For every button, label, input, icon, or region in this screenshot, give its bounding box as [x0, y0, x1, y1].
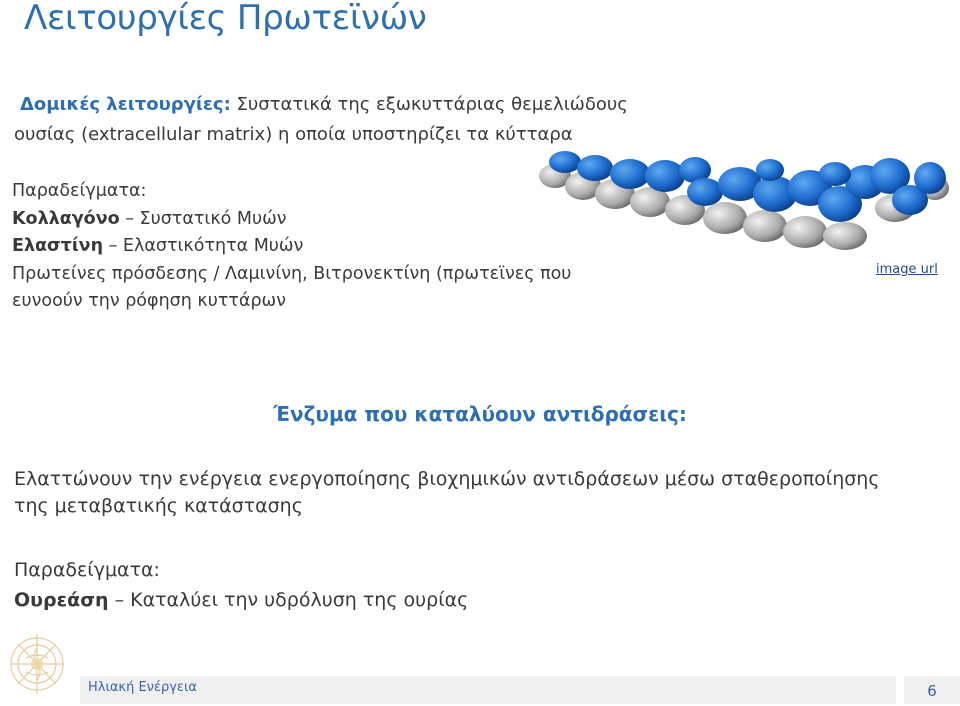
structural-line-2: ουσίας (extracellular matrix) η οποία υποστηρίζει τα κύτταρα — [14, 124, 573, 145]
example-elastin — [12, 233, 571, 261]
collagen-desc: – Συστατικό Μυών — [119, 208, 287, 229]
structural-label: Δομικές λειτουργίες: — [20, 94, 231, 115]
footer-text: Ηλιακή Ενέργεια — [88, 680, 197, 695]
elastin-desc: – Ελαστικότητα Μυών — [103, 236, 304, 256]
binding-proteins-line-2: ευνοούν την ρόφηση κυττάρων — [12, 291, 286, 311]
structural-functions — [14, 90, 628, 150]
example-collagen — [12, 206, 571, 234]
enzymes-description — [14, 466, 879, 520]
examples-heading-2: Παραδείγματα: — [14, 559, 160, 581]
structural-line-1 — [14, 90, 628, 120]
urease-desc: – Καταλύει την υδρόλυση της ουρίας — [108, 589, 469, 611]
examples-enzymes — [14, 555, 468, 615]
page-number: 6 — [927, 682, 937, 700]
example-urease — [14, 585, 468, 615]
enzymes-line-1: Ελαττώνουν την ενέργεια ενεργοποίησης βιοχημικών αντιδράσεων μέσω σταθεροποίησης — [14, 468, 880, 490]
footer-bar — [80, 676, 896, 704]
urease-term: Ουρεάση — [14, 589, 109, 611]
examples-structural — [12, 178, 571, 316]
enzymes-heading: Ένζυμα που καταλύουν αντιδράσεις: — [273, 402, 687, 426]
binding-proteins-line-1: Πρωτείνες πρόσδεσης / Λαμινίνη, Βιτρονεκτίνη (πρωτεϊνες που — [12, 263, 572, 284]
university-logo-icon — [4, 628, 74, 704]
structural-text-1: Συστατικά της εξωκυττάριας θεμελιώδους — [230, 94, 628, 115]
collagen-term: Κολλαγόνο — [12, 208, 120, 229]
image-url-link[interactable]: image url — [876, 262, 938, 277]
slide-title: Λειτουργίες Πρωτεϊνών — [24, 0, 427, 38]
collagen-protein-image — [535, 148, 950, 258]
examples-heading-1: Παραδείγματα: — [12, 181, 147, 201]
elastin-term: Ελαστίνη — [12, 236, 104, 256]
enzymes-line-2: της μεταβατικής κατάστασης — [14, 495, 303, 517]
